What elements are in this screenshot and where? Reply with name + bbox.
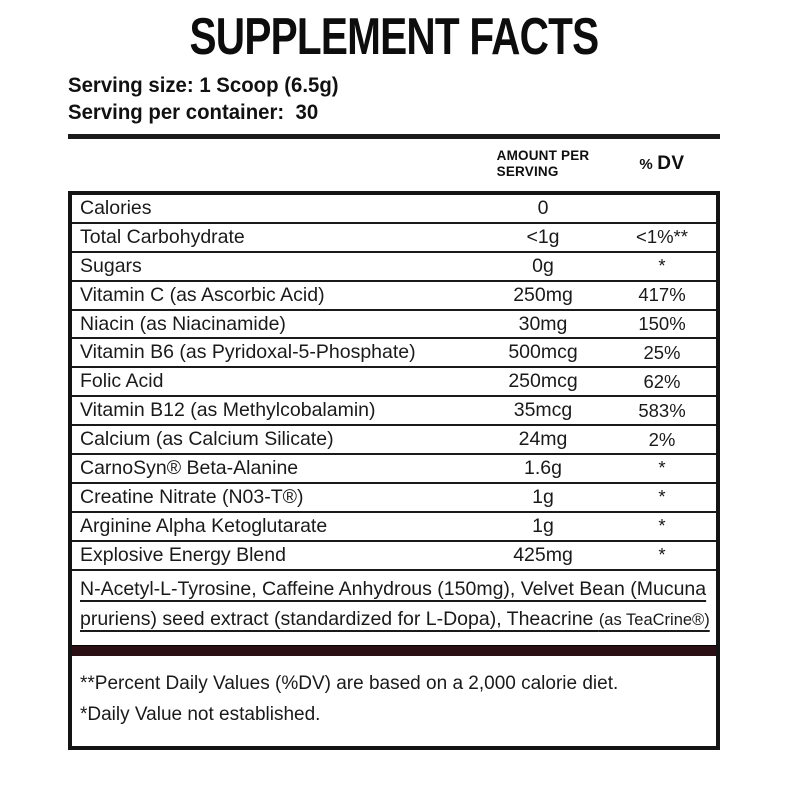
- nutrient-amount: <1g: [526, 225, 560, 248]
- footnotes: [72, 656, 716, 746]
- amount-header-line2: SERVING: [496, 164, 559, 179]
- amount-header-line1: AMOUNT PER: [496, 148, 590, 163]
- percent-sign: %: [639, 156, 653, 173]
- blend-line-2-trademark: (as TeaCrine®): [598, 610, 710, 629]
- not-established-footnote: *Daily Value not established.: [80, 703, 321, 725]
- nutrient-amount: 30mg: [518, 312, 568, 335]
- nutrient-dv: 25%: [643, 341, 681, 363]
- table-row: [72, 397, 716, 426]
- table-row: [72, 224, 716, 253]
- nutrient-dv: 150%: [638, 313, 686, 334]
- nutrient-name: Creatine Nitrate (N03-T®): [80, 485, 304, 508]
- nutrient-rows: [72, 195, 716, 571]
- nutrient-name: Total Carbohydrate: [80, 225, 245, 248]
- nutrient-amount: 1g: [532, 514, 554, 537]
- column-headers: [68, 145, 720, 183]
- footnote-separator-bar: [72, 645, 716, 656]
- nutrient-dv: *: [658, 457, 666, 479]
- nutrient-name: Explosive Energy Blend: [80, 543, 286, 566]
- nutrient-name: Vitamin C (as Ascorbic Acid): [80, 283, 325, 306]
- nutrient-dv: *: [658, 515, 666, 537]
- table-row: [72, 455, 716, 484]
- page-title: SUPPLEMENT FACTS: [189, 8, 599, 66]
- servings-per-container: Serving per container: 30: [68, 101, 319, 124]
- nutrient-amount: 250mg: [513, 283, 573, 306]
- percent-dv-header: [608, 153, 716, 175]
- dv-label: DV: [657, 153, 685, 174]
- daily-value-footnote: **Percent Daily Values (%DV) are based on a 2,000 calorie diet.: [80, 672, 619, 694]
- nutrient-dv: <1%**: [636, 226, 688, 248]
- blend-line-2-main: pruriens) seed extract (standardized for L-Dopa), Theacrine: [80, 607, 599, 630]
- nutrient-name: Calcium (as Calcium Silicate): [80, 428, 334, 451]
- nutrient-amount: 1g: [532, 485, 554, 508]
- blend-line-1: N-Acetyl-L-Tyrosine, Caffeine Anhydrous (150mg), Velvet Bean (Mucuna: [80, 577, 707, 600]
- nutrient-amount: 35mcg: [513, 399, 573, 422]
- serving-size: Serving size: 1 Scoop (6.5g): [68, 74, 339, 97]
- amount-per-serving-header: [497, 148, 590, 180]
- table-row: [72, 282, 716, 311]
- table-row: [72, 195, 716, 224]
- blend-description: [72, 571, 716, 640]
- nutrient-amount: 24mg: [518, 428, 568, 451]
- serving-info: [68, 72, 720, 126]
- table-row: [72, 484, 716, 513]
- nutrient-amount: 500mcg: [508, 341, 578, 364]
- nutrient-amount: 0: [537, 196, 549, 219]
- table-row: [72, 339, 716, 368]
- nutrient-name: Niacin (as Niacinamide): [80, 312, 286, 335]
- nutrient-name: Arginine Alpha Ketoglutarate: [80, 514, 328, 537]
- nutrient-amount: 250mcg: [508, 370, 578, 393]
- nutrient-dv: 583%: [638, 399, 686, 421]
- nutrient-dv: 62%: [643, 370, 681, 392]
- nutrient-dv: *: [658, 544, 666, 566]
- nutrient-name: Vitamin B6 (as Pyridoxal-5-Phosphate): [80, 341, 416, 364]
- nutrient-amount: 425mg: [513, 543, 573, 566]
- table-row: [72, 426, 716, 455]
- table-row: [72, 253, 716, 282]
- nutrient-dv: 2%: [648, 428, 676, 450]
- table-row: [72, 513, 716, 542]
- supplement-facts-label: [68, 8, 720, 750]
- facts-table: [68, 191, 720, 750]
- blend-line-2: [80, 608, 710, 630]
- nutrient-name: Folic Acid: [80, 370, 164, 393]
- nutrient-amount: 0g: [532, 254, 554, 277]
- header-divider: [68, 134, 720, 139]
- amount-header-wrap: [478, 148, 608, 180]
- nutrient-dv: *: [658, 255, 666, 277]
- table-row: [72, 368, 716, 397]
- nutrient-name: Vitamin B12 (as Methylcobalamin): [80, 399, 376, 422]
- nutrient-name: Calories: [80, 196, 152, 219]
- nutrient-name: CarnoSyn® Beta-Alanine: [80, 456, 299, 479]
- nutrient-amount: 1.6g: [524, 456, 562, 479]
- table-row: [72, 542, 716, 571]
- nutrient-name: Sugars: [80, 254, 142, 277]
- nutrient-dv: 417%: [638, 284, 686, 306]
- nutrient-dv: *: [658, 486, 666, 508]
- table-row: [72, 311, 716, 340]
